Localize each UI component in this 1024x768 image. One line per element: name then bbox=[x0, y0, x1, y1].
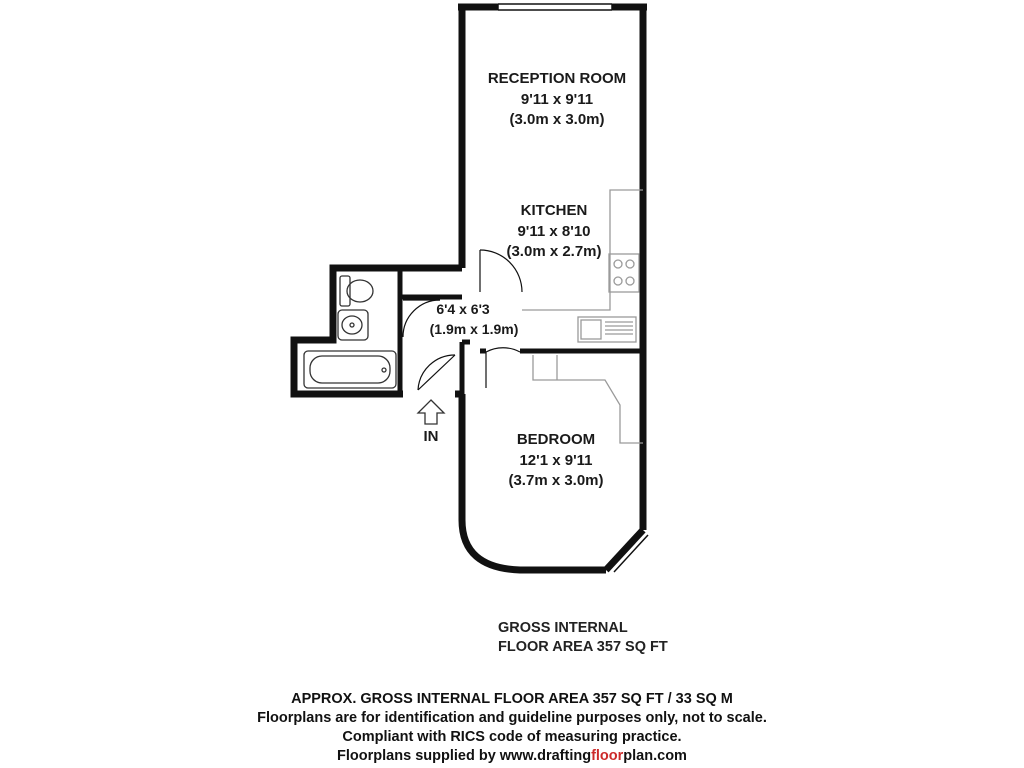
gross-area-line-2: FLOOR AREA 357 SQ FT bbox=[498, 639, 668, 655]
hallway-imperial: 6'4 x 6'3 bbox=[436, 301, 490, 317]
reception-room-imperial: 9'11 x 9'11 bbox=[520, 91, 594, 108]
footer-line-3: Compliant with RICS code of measuring practice. bbox=[342, 729, 682, 745]
footer-line-4 bbox=[0, 747, 1024, 766]
bedroom-imperial: 12'1 x 9'11 bbox=[519, 452, 593, 469]
hallway-metric: (1.9m x 1.9m) bbox=[429, 321, 519, 337]
disclaimer-footer bbox=[0, 690, 1024, 766]
kitchen-name: KITCHEN bbox=[520, 202, 588, 219]
kitchen-imperial: 9'11 x 8'10 bbox=[517, 223, 591, 240]
reception-room-label bbox=[488, 70, 626, 128]
footer-line-1: APPROX. GROSS INTERNAL FLOOR AREA 357 SQ FT / 33 SQ M bbox=[291, 691, 733, 707]
toilet bbox=[340, 276, 373, 306]
footer-url-prefix: Floorplans supplied by www.drafting bbox=[337, 748, 592, 764]
hallway-label bbox=[430, 301, 519, 337]
bay-window bbox=[610, 534, 648, 572]
entrance-arrow-icon bbox=[418, 400, 444, 424]
bedroom-wardrobe bbox=[533, 355, 643, 443]
footer-line-2: Floorplans are for identification and guideline purposes only, not to scale. bbox=[257, 710, 767, 726]
entrance-label: IN bbox=[423, 428, 439, 445]
reception-room-metric: (3.0m x 3.0m) bbox=[509, 111, 605, 128]
footer-url-suffix: plan.com bbox=[623, 748, 687, 764]
basin bbox=[338, 310, 368, 340]
bathtub bbox=[304, 351, 396, 388]
gross-area-note bbox=[498, 619, 668, 657]
kitchen-metric: (3.0m x 2.7m) bbox=[506, 243, 602, 260]
kitchen-label bbox=[506, 202, 601, 260]
footer-url-accent: floor bbox=[591, 748, 624, 764]
reception-room-name: RECEPTION ROOM bbox=[487, 70, 627, 87]
bedroom-label bbox=[508, 431, 603, 489]
window-top bbox=[498, 4, 612, 10]
gross-area-line-1: GROSS INTERNAL bbox=[498, 620, 628, 636]
bedroom-metric: (3.7m x 3.0m) bbox=[508, 472, 604, 489]
bedroom-name: BEDROOM bbox=[516, 431, 596, 448]
